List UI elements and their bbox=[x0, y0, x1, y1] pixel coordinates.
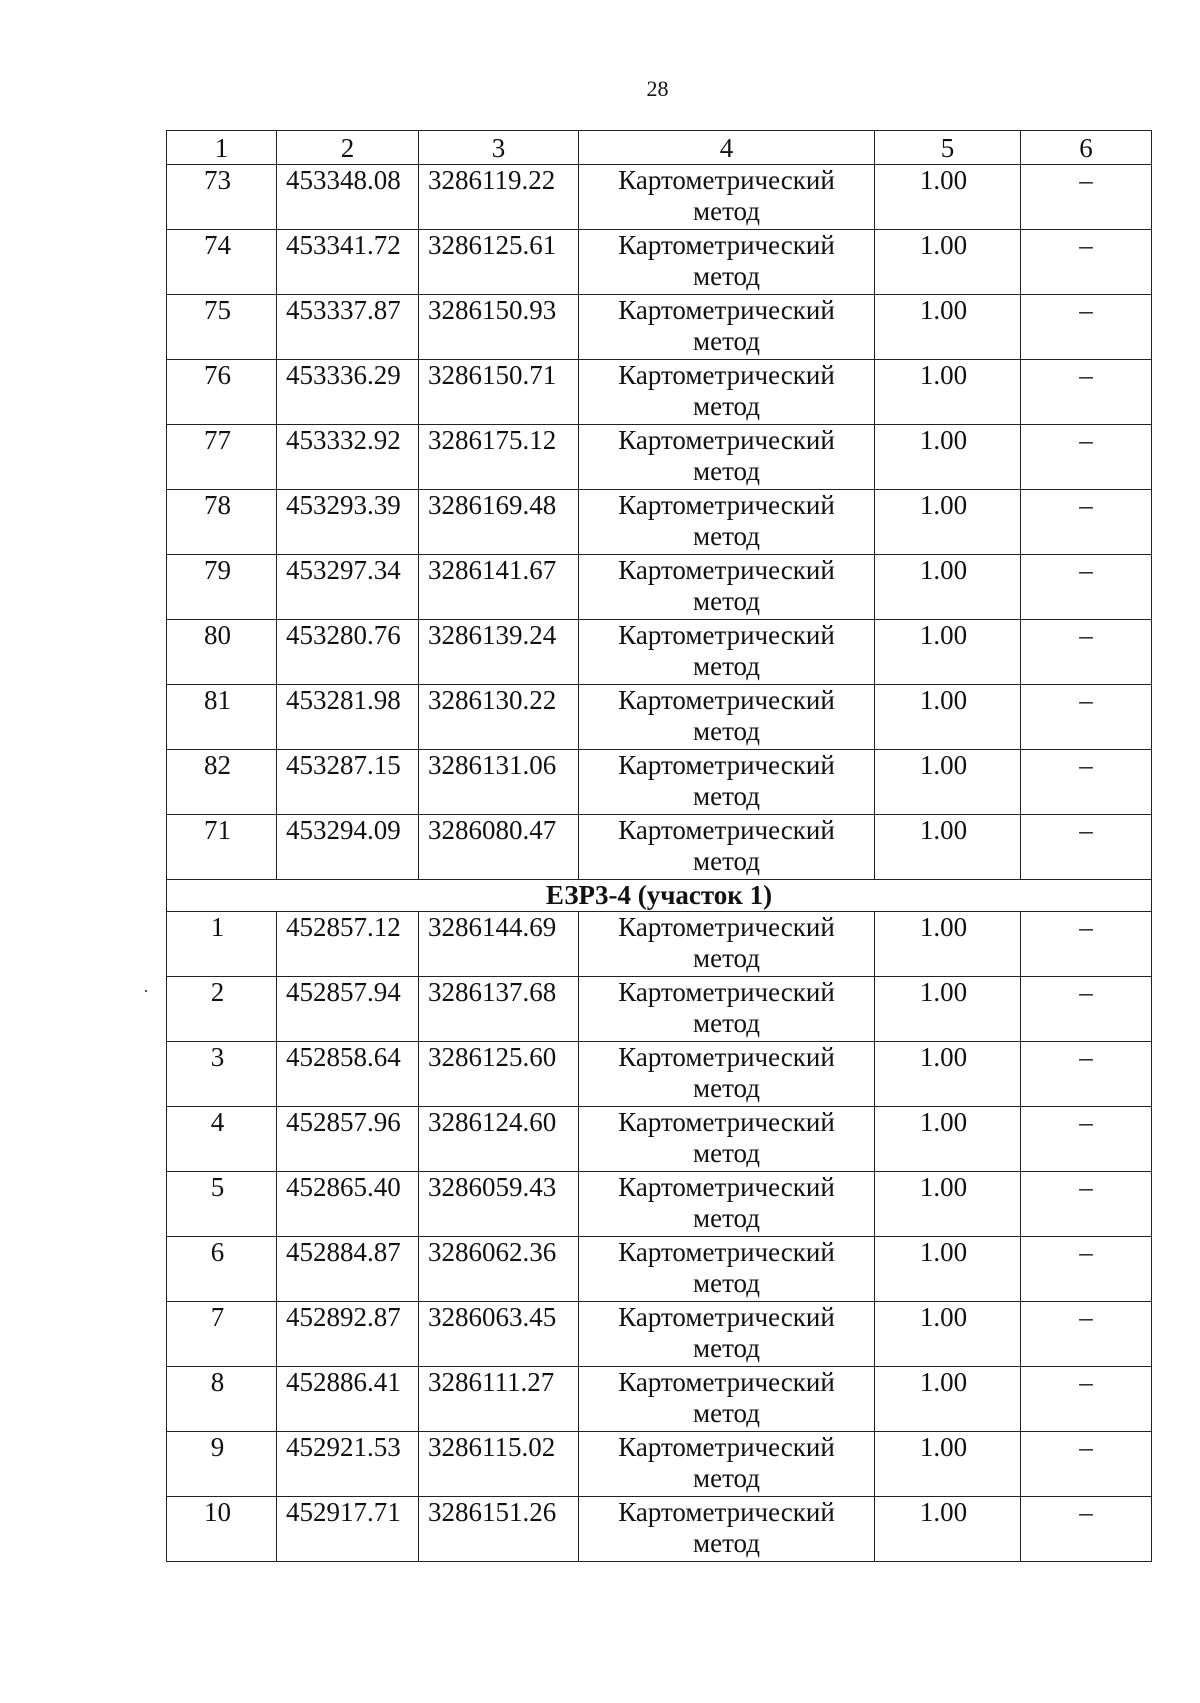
method-cell bbox=[579, 1042, 875, 1107]
section-title: ЕЗР3-4 (участок 1) bbox=[167, 880, 1152, 912]
method-cell bbox=[579, 1107, 875, 1172]
method-line-1: Картометрический bbox=[618, 1497, 835, 1527]
page-number: 28 bbox=[646, 76, 669, 101]
column-header: 4 bbox=[579, 131, 875, 165]
point-number-cell: 80 bbox=[167, 620, 277, 685]
y-coordinate-cell: 3286063.45 bbox=[419, 1302, 579, 1367]
note-cell: – bbox=[1021, 750, 1152, 815]
note-cell: – bbox=[1021, 555, 1152, 620]
y-coordinate-cell: 3286080.47 bbox=[419, 815, 579, 880]
method-line-2: метод bbox=[693, 456, 760, 486]
method-line-2: метод bbox=[693, 1203, 760, 1233]
accuracy-cell: 1.00 bbox=[875, 750, 1021, 815]
accuracy-cell: 1.00 bbox=[875, 685, 1021, 750]
accuracy-cell: 1.00 bbox=[875, 1367, 1021, 1432]
y-coordinate-cell: 3286125.60 bbox=[419, 1042, 579, 1107]
point-number-cell: 5 bbox=[167, 1172, 277, 1237]
method-line-2: метод bbox=[693, 1528, 760, 1558]
method-cell bbox=[579, 490, 875, 555]
y-coordinate-cell: 3286169.48 bbox=[419, 490, 579, 555]
method-line-2: метод bbox=[693, 1398, 760, 1428]
method-line-1: Картометрический bbox=[618, 1107, 835, 1137]
table-row bbox=[167, 1042, 1152, 1107]
y-coordinate-cell: 3286151.26 bbox=[419, 1497, 579, 1562]
method-line-1: Картометрический bbox=[618, 425, 835, 455]
accuracy-cell: 1.00 bbox=[875, 295, 1021, 360]
accuracy-cell: 1.00 bbox=[875, 1042, 1021, 1107]
table-row bbox=[167, 360, 1152, 425]
note-cell: – bbox=[1021, 815, 1152, 880]
table-header-row bbox=[167, 131, 1152, 165]
point-number-cell: 75 bbox=[167, 295, 277, 360]
y-coordinate-cell: 3286062.36 bbox=[419, 1237, 579, 1302]
point-number-cell: 10 bbox=[167, 1497, 277, 1562]
method-line-1: Картометрический bbox=[618, 555, 835, 585]
method-line-1: Картометрический bbox=[618, 1367, 835, 1397]
method-line-2: метод bbox=[693, 781, 760, 811]
note-cell: – bbox=[1021, 620, 1152, 685]
y-coordinate-cell: 3286150.71 bbox=[419, 360, 579, 425]
method-cell bbox=[579, 685, 875, 750]
method-line-1: Картометрический bbox=[618, 295, 835, 325]
accuracy-cell: 1.00 bbox=[875, 1107, 1021, 1172]
method-line-2: метод bbox=[693, 716, 760, 746]
x-coordinate-cell: 453337.87 bbox=[277, 295, 419, 360]
accuracy-cell: 1.00 bbox=[875, 1172, 1021, 1237]
accuracy-cell: 1.00 bbox=[875, 1302, 1021, 1367]
point-number-cell: 82 bbox=[167, 750, 277, 815]
point-number-cell: 77 bbox=[167, 425, 277, 490]
x-coordinate-cell: 452917.71 bbox=[277, 1497, 419, 1562]
table-row bbox=[167, 685, 1152, 750]
scan-artifact bbox=[145, 990, 147, 992]
point-number-cell: 78 bbox=[167, 490, 277, 555]
method-line-2: метод bbox=[693, 326, 760, 356]
accuracy-cell: 1.00 bbox=[875, 165, 1021, 230]
method-cell bbox=[579, 360, 875, 425]
method-line-2: метод bbox=[693, 1333, 760, 1363]
note-cell: – bbox=[1021, 165, 1152, 230]
accuracy-cell: 1.00 bbox=[875, 360, 1021, 425]
accuracy-cell: 1.00 bbox=[875, 425, 1021, 490]
method-line-2: метод bbox=[693, 846, 760, 876]
note-cell: – bbox=[1021, 1237, 1152, 1302]
table-row bbox=[167, 425, 1152, 490]
method-line-2: метод bbox=[693, 1008, 760, 1038]
accuracy-cell: 1.00 bbox=[875, 1237, 1021, 1302]
accuracy-cell: 1.00 bbox=[875, 1432, 1021, 1497]
method-line-1: Картометрический bbox=[618, 230, 835, 260]
x-coordinate-cell: 453287.15 bbox=[277, 750, 419, 815]
x-coordinate-cell: 453332.92 bbox=[277, 425, 419, 490]
method-line-1: Картометрический bbox=[618, 1172, 835, 1202]
note-cell: – bbox=[1021, 490, 1152, 555]
y-coordinate-cell: 3286111.27 bbox=[419, 1367, 579, 1432]
column-header: 2 bbox=[277, 131, 419, 165]
point-number-cell: 8 bbox=[167, 1367, 277, 1432]
note-cell: – bbox=[1021, 1172, 1152, 1237]
method-cell bbox=[579, 620, 875, 685]
table-row bbox=[167, 295, 1152, 360]
method-cell bbox=[579, 750, 875, 815]
method-line-2: метод bbox=[693, 586, 760, 616]
x-coordinate-cell: 452858.64 bbox=[277, 1042, 419, 1107]
accuracy-cell: 1.00 bbox=[875, 912, 1021, 977]
method-line-1: Картометрический bbox=[618, 360, 835, 390]
x-coordinate-cell: 452884.87 bbox=[277, 1237, 419, 1302]
note-cell: – bbox=[1021, 360, 1152, 425]
method-line-2: метод bbox=[693, 521, 760, 551]
y-coordinate-cell: 3286119.22 bbox=[419, 165, 579, 230]
method-cell bbox=[579, 977, 875, 1042]
method-line-1: Картометрический bbox=[618, 165, 835, 195]
section-row bbox=[167, 880, 1152, 912]
method-cell bbox=[579, 555, 875, 620]
method-cell bbox=[579, 912, 875, 977]
point-number-cell: 2 bbox=[167, 977, 277, 1042]
method-line-1: Картометрический bbox=[618, 1302, 835, 1332]
method-line-2: метод bbox=[693, 196, 760, 226]
note-cell: – bbox=[1021, 1432, 1152, 1497]
method-line-2: метод bbox=[693, 1463, 760, 1493]
method-line-2: метод bbox=[693, 261, 760, 291]
method-line-1: Картометрический bbox=[618, 750, 835, 780]
point-number-cell: 79 bbox=[167, 555, 277, 620]
point-number-cell: 9 bbox=[167, 1432, 277, 1497]
table-row bbox=[167, 1497, 1152, 1562]
table-row bbox=[167, 815, 1152, 880]
table-row bbox=[167, 555, 1152, 620]
table-row bbox=[167, 977, 1152, 1042]
point-number-cell: 73 bbox=[167, 165, 277, 230]
note-cell: – bbox=[1021, 230, 1152, 295]
y-coordinate-cell: 3286059.43 bbox=[419, 1172, 579, 1237]
method-cell bbox=[579, 815, 875, 880]
point-number-cell: 76 bbox=[167, 360, 277, 425]
y-coordinate-cell: 3286131.06 bbox=[419, 750, 579, 815]
x-coordinate-cell: 453280.76 bbox=[277, 620, 419, 685]
method-line-1: Картометрический bbox=[618, 1237, 835, 1267]
method-line-2: метод bbox=[693, 1073, 760, 1103]
x-coordinate-cell: 452857.12 bbox=[277, 912, 419, 977]
table-row bbox=[167, 620, 1152, 685]
x-coordinate-cell: 453281.98 bbox=[277, 685, 419, 750]
method-cell bbox=[579, 1432, 875, 1497]
x-coordinate-cell: 453336.29 bbox=[277, 360, 419, 425]
method-cell bbox=[579, 295, 875, 360]
note-cell: – bbox=[1021, 1302, 1152, 1367]
x-coordinate-cell: 452865.40 bbox=[277, 1172, 419, 1237]
method-line-2: метод bbox=[693, 651, 760, 681]
point-number-cell: 6 bbox=[167, 1237, 277, 1302]
column-header: 6 bbox=[1021, 131, 1152, 165]
y-coordinate-cell: 3286137.68 bbox=[419, 977, 579, 1042]
table-row bbox=[167, 230, 1152, 295]
x-coordinate-cell: 453297.34 bbox=[277, 555, 419, 620]
x-coordinate-cell: 452857.96 bbox=[277, 1107, 419, 1172]
x-coordinate-cell: 452857.94 bbox=[277, 977, 419, 1042]
note-cell: – bbox=[1021, 295, 1152, 360]
table-row bbox=[167, 1302, 1152, 1367]
column-header: 1 bbox=[167, 131, 277, 165]
method-line-2: метод bbox=[693, 391, 760, 421]
method-cell bbox=[579, 1237, 875, 1302]
y-coordinate-cell: 3286124.60 bbox=[419, 1107, 579, 1172]
note-cell: – bbox=[1021, 1107, 1152, 1172]
method-cell bbox=[579, 1172, 875, 1237]
point-number-cell: 71 bbox=[167, 815, 277, 880]
x-coordinate-cell: 453293.39 bbox=[277, 490, 419, 555]
note-cell: – bbox=[1021, 425, 1152, 490]
x-coordinate-cell: 452886.41 bbox=[277, 1367, 419, 1432]
table-row bbox=[167, 1172, 1152, 1237]
y-coordinate-cell: 3286141.67 bbox=[419, 555, 579, 620]
table-row bbox=[167, 1367, 1152, 1432]
note-cell: – bbox=[1021, 1497, 1152, 1562]
method-line-1: Картометрический bbox=[618, 1432, 835, 1462]
accuracy-cell: 1.00 bbox=[875, 977, 1021, 1042]
note-cell: – bbox=[1021, 1042, 1152, 1107]
method-cell bbox=[579, 425, 875, 490]
note-cell: – bbox=[1021, 977, 1152, 1042]
point-number-cell: 7 bbox=[167, 1302, 277, 1367]
y-coordinate-cell: 3286150.93 bbox=[419, 295, 579, 360]
accuracy-cell: 1.00 bbox=[875, 230, 1021, 295]
method-cell bbox=[579, 1497, 875, 1562]
table-row bbox=[167, 1237, 1152, 1302]
point-number-cell: 3 bbox=[167, 1042, 277, 1107]
table-row bbox=[167, 1107, 1152, 1172]
y-coordinate-cell: 3286175.12 bbox=[419, 425, 579, 490]
method-cell bbox=[579, 1367, 875, 1432]
note-cell: – bbox=[1021, 685, 1152, 750]
table-row bbox=[167, 490, 1152, 555]
method-line-1: Картометрический bbox=[618, 1042, 835, 1072]
y-coordinate-cell: 3286139.24 bbox=[419, 620, 579, 685]
method-line-1: Картометрический bbox=[618, 490, 835, 520]
method-line-1: Картометрический bbox=[618, 815, 835, 845]
table-row bbox=[167, 912, 1152, 977]
column-header: 5 bbox=[875, 131, 1021, 165]
point-number-cell: 4 bbox=[167, 1107, 277, 1172]
accuracy-cell: 1.00 bbox=[875, 1497, 1021, 1562]
column-header: 3 bbox=[419, 131, 579, 165]
note-cell: – bbox=[1021, 1367, 1152, 1432]
accuracy-cell: 1.00 bbox=[875, 555, 1021, 620]
point-number-cell: 81 bbox=[167, 685, 277, 750]
method-line-2: метод bbox=[693, 1268, 760, 1298]
method-line-1: Картометрический bbox=[618, 912, 835, 942]
method-line-1: Картометрический bbox=[618, 977, 835, 1007]
x-coordinate-cell: 452921.53 bbox=[277, 1432, 419, 1497]
method-line-2: метод bbox=[693, 1138, 760, 1168]
table-row bbox=[167, 165, 1152, 230]
y-coordinate-cell: 3286125.61 bbox=[419, 230, 579, 295]
accuracy-cell: 1.00 bbox=[875, 620, 1021, 685]
x-coordinate-cell: 453294.09 bbox=[277, 815, 419, 880]
method-cell bbox=[579, 230, 875, 295]
point-number-cell: 1 bbox=[167, 912, 277, 977]
method-line-2: метод bbox=[693, 943, 760, 973]
x-coordinate-cell: 452892.87 bbox=[277, 1302, 419, 1367]
point-number-cell: 74 bbox=[167, 230, 277, 295]
y-coordinate-cell: 3286115.02 bbox=[419, 1432, 579, 1497]
method-cell bbox=[579, 165, 875, 230]
y-coordinate-cell: 3286144.69 bbox=[419, 912, 579, 977]
method-cell bbox=[579, 1302, 875, 1367]
y-coordinate-cell: 3286130.22 bbox=[419, 685, 579, 750]
method-line-1: Картометрический bbox=[618, 685, 835, 715]
accuracy-cell: 1.00 bbox=[875, 490, 1021, 555]
coordinates-table bbox=[166, 130, 1152, 1562]
method-line-1: Картометрический bbox=[618, 620, 835, 650]
accuracy-cell: 1.00 bbox=[875, 815, 1021, 880]
note-cell: – bbox=[1021, 912, 1152, 977]
x-coordinate-cell: 453341.72 bbox=[277, 230, 419, 295]
table-row bbox=[167, 750, 1152, 815]
table-row bbox=[167, 1432, 1152, 1497]
x-coordinate-cell: 453348.08 bbox=[277, 165, 419, 230]
